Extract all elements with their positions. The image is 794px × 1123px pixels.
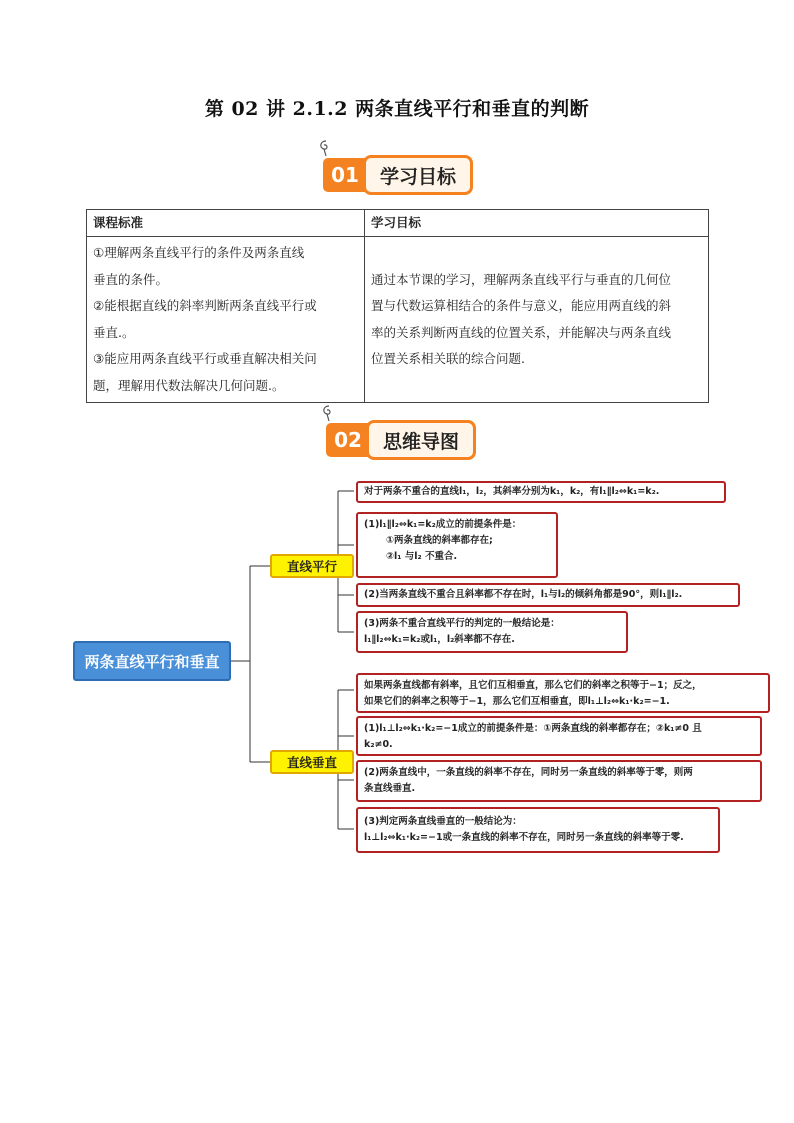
page-title: 第 02 讲 2.1.2 两条直线平行和垂直的判断 — [204, 98, 590, 120]
leaf-text: (1)l₁∥l₂⇔k₁=k₂成立的前提条件是： — [364, 519, 522, 530]
section-badge-goals — [323, 155, 473, 195]
curl-icon — [317, 139, 331, 157]
perpendicular-leaf — [356, 807, 720, 853]
objective-line: 率的关系判断两直线的位置关系，并能解决与两条直线 — [371, 324, 672, 340]
perpendicular-leaf — [356, 673, 770, 713]
leaf-text: 如果两条直线都有斜率，且它们互相垂直，那么它们的斜率之积等于−1；反之， — [364, 680, 702, 691]
branch-perpendicular: 直线垂直 — [270, 750, 354, 774]
curl-icon — [320, 404, 334, 422]
leaf-text: l₁∥l₂⇔k₁=k₂或l₁，l₂斜率都不存在. — [364, 634, 515, 645]
leaf-text: (3)判定两条直线垂直的一般结论为： — [364, 816, 522, 827]
leaf-text: k₂≠0. — [364, 739, 393, 750]
branch-parallel: 直线平行 — [270, 554, 354, 578]
table-row — [87, 237, 709, 403]
standard-line: 垂直.。 — [93, 324, 135, 340]
section-label: 思维导图 — [366, 420, 476, 460]
objectives-cell — [365, 237, 709, 403]
parallel-leaf — [356, 583, 740, 607]
objective-line: 通过本节课的学习，理解两条直线平行与垂直的几何位 — [371, 271, 672, 287]
standard-line: ②能根据直线的斜率判断两条直线平行或 — [93, 298, 317, 313]
leaf-text: (2)两条直线中，一条直线的斜率不存在，同时另一条直线的斜率等于零，则两 — [364, 767, 693, 778]
section-number: 01 — [323, 158, 367, 192]
leaf-text: 条直线垂直. — [364, 783, 416, 794]
standard-line: ①理解两条直线平行的条件及两条直线 — [93, 245, 305, 260]
parallel-leaf — [356, 512, 558, 578]
section-badge-mindmap — [326, 420, 476, 460]
leaf-text: ②l₁ 与l₂ 不重合. — [386, 551, 458, 562]
leaf-text: l₁⊥l₂⇔k₁·k₂=−1或一条直线的斜率不存在，同时另一条直线的斜率等于零. — [364, 832, 684, 843]
standards-cell — [87, 237, 365, 403]
section-label: 学习目标 — [363, 155, 473, 195]
leaf-text: (1)l₁⊥l₂⇔k₁·k₂=−1成立的前提条件是：①两条直线的斜率都存在；②k₁≠0 且 — [364, 723, 702, 734]
objective-line: 置与代数运算相结合的条件与意义，能应用两直线的斜 — [371, 298, 672, 313]
leaf-text: 对于两条不重合的直线l₁，l₂，其斜率分别为k₁，k₂，有l₁∥l₂⇔k₁=k₂. — [364, 486, 660, 497]
parallel-leaf — [356, 611, 628, 653]
table-header-row — [87, 210, 709, 237]
perpendicular-leaf — [356, 760, 762, 802]
parallel-leaf — [356, 481, 726, 503]
objective-line: 位置关系相关联的综合问题. — [371, 351, 525, 366]
leaf-text: ①两条直线的斜率都存在; — [386, 535, 493, 546]
standard-line: 垂直的条件。 — [93, 271, 169, 287]
section-number: 02 — [326, 423, 370, 457]
mindmap-root: 两条直线平行和垂直 — [73, 641, 231, 681]
standard-line: ③能应用两条直线平行或垂直解决相关问 — [93, 351, 317, 366]
leaf-text: (3)两条不重合直线平行的判定的一般结论是： — [364, 618, 560, 629]
table-header: 课程标准 — [87, 210, 365, 237]
leaf-text: (2)当两条直线不重合且斜率都不存在时，l₁与l₂的倾斜角都是90°，则l₁∥l₂. — [364, 589, 683, 600]
perpendicular-leaf — [356, 716, 762, 756]
table-header: 学习目标 — [365, 210, 709, 237]
leaf-text: 如果它们的斜率之积等于−1，那么它们互相垂直，即l₁⊥l₂⇔k₁·k₂=−1. — [364, 696, 670, 707]
standard-line: 题，理解用代数法解决几何问题.。 — [93, 377, 285, 393]
goals-table — [86, 209, 709, 403]
